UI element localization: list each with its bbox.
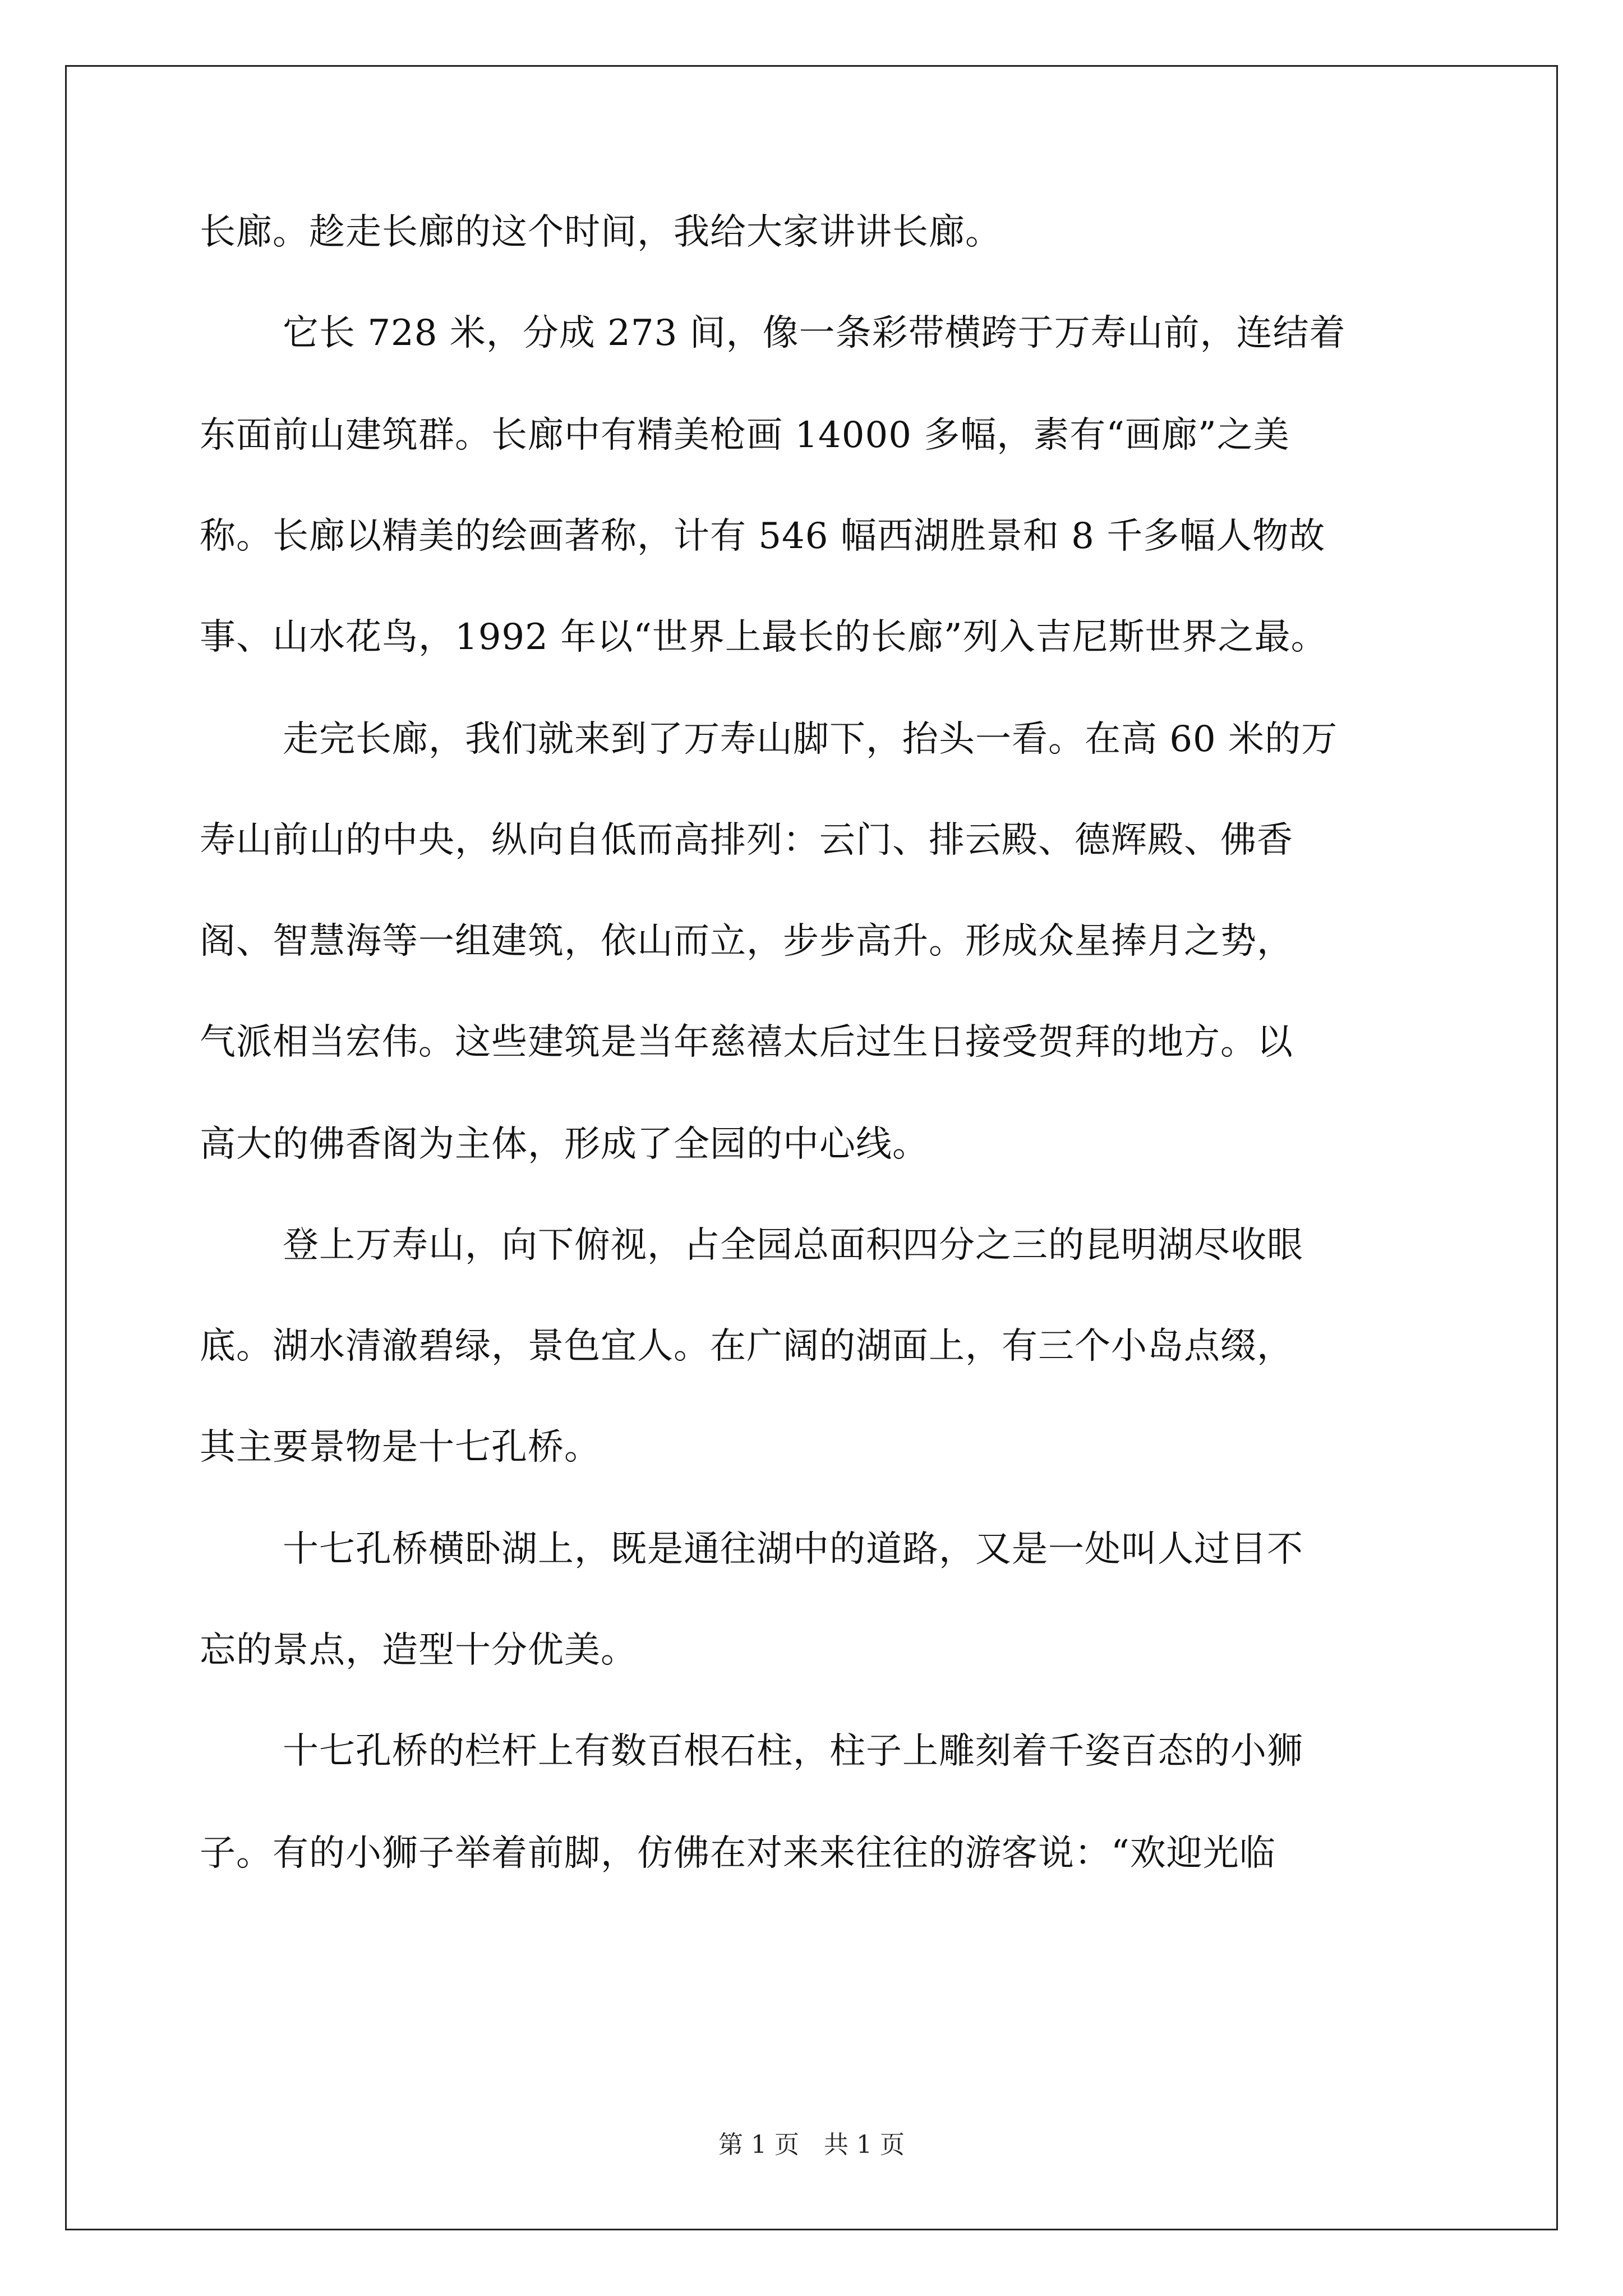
page-number: 第 1 页 共 1 页: [718, 2131, 905, 2159]
text-line: 底。湖水清澈碧绿，景色宜人。在广阔的湖面上，有三个小岛点缀，: [200, 1326, 1293, 1367]
text-line: 登上万寿山，向下俯视，占全园总面积四分之三的昆明湖尽收眼: [283, 1225, 1303, 1266]
text-line: 走完长廊，我们就来到了万寿山脚下，抬头一看。在高 60 米的万: [283, 719, 1338, 760]
text-line: 长廊。趁走长廊的这个时间，我给大家讲讲长廊。: [200, 211, 1002, 253]
text-line: 子。有的小狮子举着前脚，仿佛在对来来往往的游客说：“欢迎光临: [200, 1833, 1276, 1874]
text-line: 气派相当宏伟。这些建筑是当年慈禧太后过生日接受贺拜的地方。以: [200, 1022, 1293, 1063]
text-line: 称。长廊以精美的绘画著称，计有 546 幅西湖胜景和 8 千多幅人物故: [200, 516, 1326, 557]
text-line: 其主要景物是十七孔桥。: [200, 1427, 601, 1468]
text-line: 寿山前山的中央，纵向自低而高排列：云门、排云殿、德辉殿、佛香: [200, 820, 1293, 861]
text-line: 十七孔桥横卧湖上，既是通往湖中的道路，又是一处叫人过目不: [283, 1529, 1303, 1570]
text-line: 忘的景点，造型十分优美。: [200, 1630, 637, 1671]
text-line: 它长 728 米，分成 273 间，像一条彩带横跨于万寿山前，连结着: [283, 312, 1346, 354]
text-line: 十七孔桥的栏杆上有数百根石柱，柱子上雕刻着千姿百态的小狮: [283, 1731, 1303, 1772]
text-line: 事、山水花鸟，1992 年以“世界上最长的长廊”列入吉尼斯世界之最。: [200, 616, 1327, 658]
text-line: 阁、智慧海等一组建筑，依山而立，步步高升。形成众星捧月之势，: [200, 921, 1293, 962]
text-line: 高大的佛香阁为主体，形成了全园的中心线。: [200, 1124, 929, 1165]
text-line: 东面前山建筑群。长廊中有精美枪画 14000 多幅，素有“画廊”之美: [200, 415, 1290, 456]
